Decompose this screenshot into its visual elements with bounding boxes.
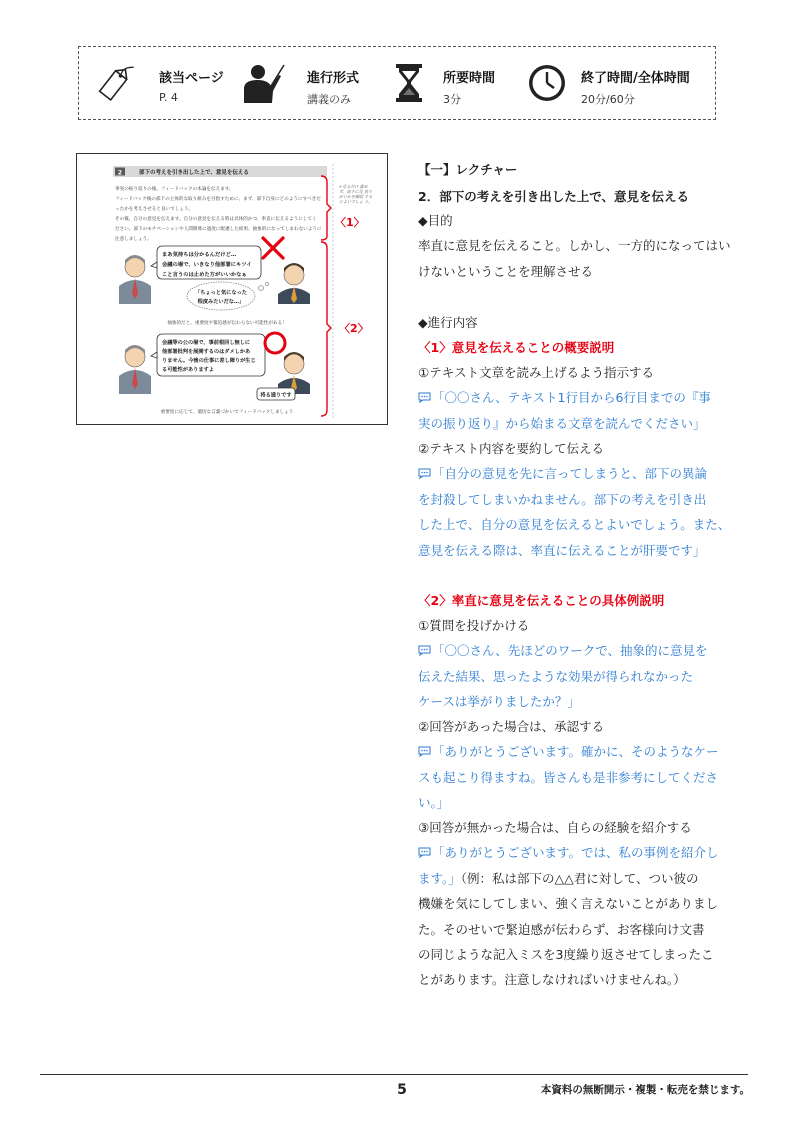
script-line: 伝えた結果、思ったような効果が得られなかった [418,669,694,684]
info-page [93,47,233,121]
copyright-notice: 本資料の無断開示・複製・転売を禁じます。 [540,1084,750,1096]
lecturer-icon [241,61,285,105]
good-speech-line: 他部署批判を展開するのはダメしかあ [162,349,251,355]
marker-2: 〈2〉 [339,322,369,335]
speech-bubble-icon [418,746,431,757]
speech-bubble-icon [418,645,431,656]
thumb-section-title: 部下の考えを引き出した上で、意見を伝える [139,170,249,176]
script-line: ます。」 [418,871,461,886]
part1-step1: ①テキスト文章を読み上げるよう指示する [418,365,654,380]
thumb-body-line: フィードバック後の部下の主体的な取り組みを目指すために、まず、部下自身にどのようにすべきだ [115,197,321,202]
thumb-body-line: 注意しましょう。 [115,237,152,242]
script-line: 「ありがとうございます。確かに、そのようなケー [432,744,719,759]
circle-mark-icon [265,333,285,353]
footer-divider [40,1074,748,1075]
script-line: スも起こり得ますね。皆さんも是非参考にしてくださ [418,770,719,785]
session-info-box [78,46,716,120]
part2-step1: ①質問を投げかける [418,618,530,633]
example-line: 機嫌を気にしてしまい、強く言えないことがありまし [418,896,719,911]
speech-bubble-icon [418,847,431,858]
info-duration-value: 3分 [443,93,461,106]
tag-icon [93,61,137,105]
good-speech-line: りません。今後の仕事に差し障りが生じ [162,358,256,364]
marker-1: 〈1〉 [335,216,365,229]
good-speech-line: る可能性がありますよ [162,367,214,373]
script-line: した上で、自分の意見を伝えるとよいでしょう。また、 [418,517,731,532]
thumb-good-example [119,333,310,415]
boss-figure-icon [119,345,151,394]
boss-figure-icon [119,255,151,304]
example-line: （例：私は部下の△△君に対して、つい彼の [460,871,699,886]
script-line: 「ありがとうございます。では、私の事例を紹介し [432,845,719,860]
info-duration-title: 所要時間 [443,71,496,86]
bad-speech-line: 会議の場で、いきなり他部署にキツイ [162,262,252,268]
hourglass-icon [387,61,431,105]
section-heading: 【一】レクチャー [418,162,518,177]
script-line: を封殺してしまいかねません。部下の考えを引き出 [418,492,707,507]
subordinate-figure-icon [278,263,310,304]
subheading: 2．部下の考えを引き出した上で、意見を伝える [418,189,689,204]
thumb-body-line: ださい。部下のモチベーションや人間関係に過度に配慮した結果、抽象的になってしまわないように [115,227,322,232]
purpose-text: けないということを理解させる [418,264,594,279]
clock-icon [525,61,569,105]
info-duration [387,47,527,121]
script-line: 「自分の意見を先に言ってしまうと、部下の異論 [432,466,708,481]
bad-caption: 抽象的だと、重要度や緊迫感が伝わらない可能性がある！ [167,321,287,326]
thumb-bad-example [119,238,310,326]
bad-speech-line: こと言うのは止めた方がいいかなぁ [162,272,247,278]
info-format-title: 進行形式 [307,71,360,86]
part2-step3-script [418,845,719,861]
bracket-2 [321,242,331,416]
script-line: 「〇〇さん、先ほどのワークで、抽象的に意見を [432,643,708,658]
good-reply: 将る通りです [260,392,292,399]
example-line: た。そのせいで緊迫感が伝わらず、お客様向け文書 [418,922,705,937]
bad-reply-line: 「ちょっと気になった [195,290,247,296]
thumb-body-line: その後、自分の意見を伝えます。自分の意見を伝える時は具体的かつ、率直に伝えるようにしてく [115,217,317,222]
thumb-side-note: ✔見るだけ 誰せず、部下に見 直りがいかを確認 するとよいでしょ う。 [339,184,373,204]
purpose-label: ◆目的 [418,213,453,228]
part2-step2-script [418,744,719,760]
progress-label: ◆進行内容 [418,315,478,330]
info-time-title: 終了時間/全体時間 [581,71,690,86]
script-line: い。」 [418,795,450,810]
part2-step1-script [418,643,708,659]
script-line: 実の振り返り』から始まる文章を読んでください」 [418,416,706,431]
info-time-value: 20分/60分 [581,93,635,106]
part2-step2: ②回答があった場合は、承認する [418,719,605,734]
purpose-text: 率直に意見を伝えること。しかし、一方的になってはい [418,238,731,253]
part2-heading: 〈2〉率直に意見を伝えることの具体例説明 [418,593,665,608]
bad-speech-line: まあ気持ちは分かるんだけど… [162,252,237,258]
part2-step3: ③回答が無かった場合は、自らの経験を紹介する [418,820,692,835]
info-page-title: 該当ページ [159,71,224,86]
part1-step2-script [418,466,707,482]
thumb-section-number: 2 [117,169,123,177]
speech-bubble-icon [418,468,431,479]
script-line: 意見を伝える際は、率直に伝えることが肝要です」 [418,543,706,558]
info-page-value: P. 4 [159,91,178,104]
bad-reply-line: 程度みたいだな…」 [197,299,245,305]
page-number: 5 [397,1082,407,1098]
part1-step2: ②テキスト内容を要約して伝える [418,441,604,456]
example-line-first [418,871,699,887]
example-line: の同じような記入ミスを3度繰り返させてしまったこ [418,947,714,962]
script-line: ケースは挙がりましたか？」 [418,694,580,709]
script-line: 「〇〇さん、テキスト1行目から6行目までの『事 [432,390,711,405]
part1-heading: 〈1〉意見を伝えることの概要説明 [418,340,615,355]
info-time [525,47,711,121]
part1-step1-script [418,390,711,406]
bracket-1 [321,176,331,240]
thumb-body-line: ったかを考えさせると良いでしょう。 [115,207,194,212]
info-format-value: 講義のみ [307,93,351,106]
cross-mark-icon [263,238,283,258]
good-speech-line: 会議等の公の場で、事前根回し無しに [162,340,251,346]
good-caption: 重要度に応じて、適切な言葉づかいでフィードバックしましょう [160,410,294,415]
example-line: とがあります。注意しなければいけませんね。） [418,972,686,987]
thumb-body-line: 事実の振り返りの後、フィードバックの本論を伝えます。 [115,187,234,192]
textbook-page-thumbnail [76,153,388,425]
info-format [241,47,381,121]
speech-bubble-icon [418,392,431,403]
